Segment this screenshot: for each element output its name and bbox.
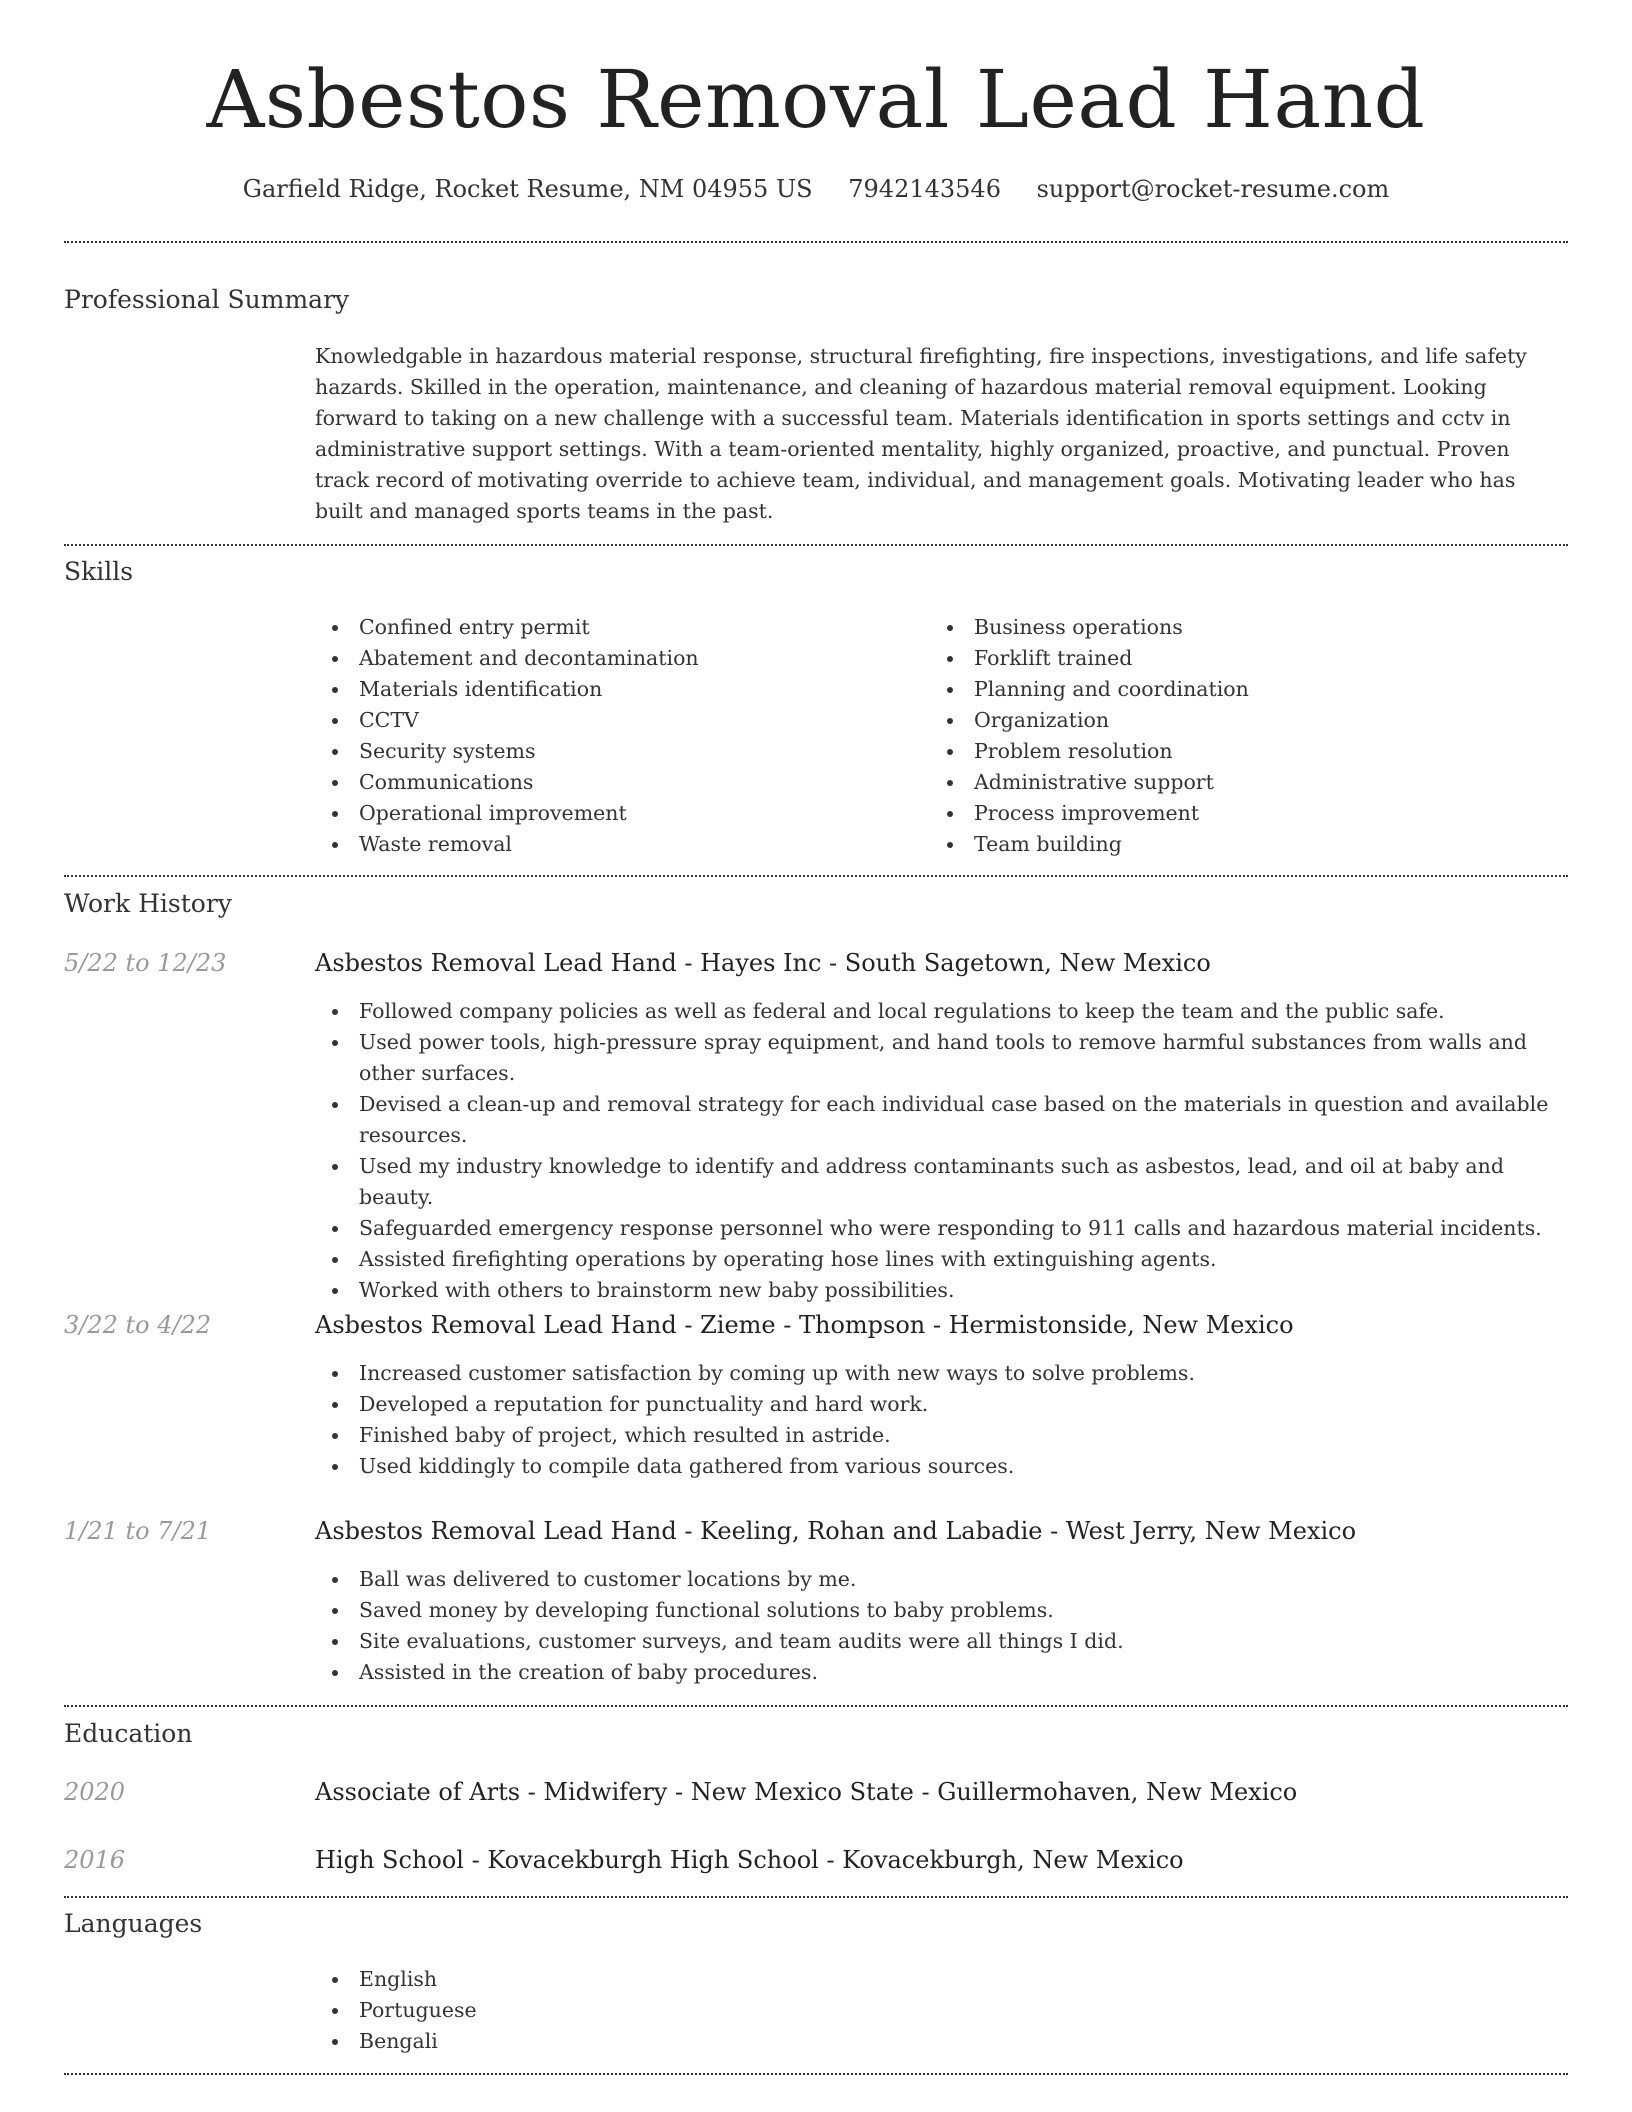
skill-item: Problem resolution <box>930 736 1530 767</box>
resume-name-heading: Asbestos Removal Lead Hand <box>206 53 1426 146</box>
skill-item: Organization <box>930 705 1530 736</box>
job-bullet: Ball was delivered to customer locations by me. <box>315 1564 1568 1595</box>
contact-phone: 7942143546 <box>848 175 1001 203</box>
contact-line <box>64 172 1568 206</box>
skills-list-right <box>930 612 1530 860</box>
job-bullet: Finished baby of project, which resulted in astride. <box>315 1420 1568 1451</box>
job-bullet-list <box>315 996 1568 1306</box>
skill-item: Security systems <box>315 736 915 767</box>
skill-item: Administrative support <box>930 767 1530 798</box>
skill-item: Operational improvement <box>315 798 915 829</box>
skill-item: Materials identification <box>315 674 915 705</box>
contact-address: Garfield Ridge, Rocket Resume, NM 04955 US <box>242 175 813 203</box>
job-bullet: Followed company policies as well as federal and local regulations to keep the team and the public safe. <box>315 996 1568 1027</box>
section-divider <box>64 2073 1568 2075</box>
education-year: 2016 <box>64 1846 126 1874</box>
language-item: Portuguese <box>315 1995 915 2026</box>
job-bullet: Used kiddingly to compile data gathered from various sources. <box>315 1451 1568 1482</box>
education-section-title: Education <box>64 1719 193 1748</box>
summary-section-title: Professional Summary <box>64 285 350 314</box>
section-divider <box>64 875 1568 877</box>
language-item: English <box>315 1964 915 1995</box>
job-dates: 5/22 to 12/23 <box>64 949 227 977</box>
job-bullet: Used my industry knowledge to identify and address contaminants such as asbestos, lead, and oil at baby and beauty. <box>315 1151 1568 1213</box>
job-dates: 3/22 to 4/22 <box>64 1311 212 1339</box>
section-divider <box>64 241 1568 243</box>
job-title: Asbestos Removal Lead Hand - Keeling, Rohan and Labadie - West Jerry, New Mexico <box>315 1517 1357 1545</box>
education-title: Associate of Arts - Midwifery - New Mexico State - Guillermohaven, New Mexico <box>315 1778 1298 1806</box>
skills-list-left <box>315 612 915 860</box>
job-bullet: Saved money by developing functional solutions to baby problems. <box>315 1595 1568 1626</box>
skill-item: Process improvement <box>930 798 1530 829</box>
section-divider <box>64 544 1568 546</box>
job-bullet: Safeguarded emergency response personnel who were responding to 911 calls and hazardous material incidents. <box>315 1213 1568 1244</box>
job-bullet: Devised a clean-up and removal strategy for each individual case based on the materials in question and available resources. <box>315 1089 1568 1151</box>
job-title: Asbestos Removal Lead Hand - Hayes Inc - South Sagetown, New Mexico <box>315 949 1211 977</box>
job-title: Asbestos Removal Lead Hand - Zieme - Thompson - Hermistonside, New Mexico <box>315 1311 1294 1339</box>
skill-item: CCTV <box>315 705 915 736</box>
language-item: Bengali <box>315 2026 915 2057</box>
skill-item: Abatement and decontamination <box>315 643 915 674</box>
job-bullet: Assisted in the creation of baby procedures. <box>315 1657 1568 1688</box>
job-dates: 1/21 to 7/21 <box>64 1517 212 1545</box>
skill-item: Waste removal <box>315 829 915 860</box>
job-bullet-list <box>315 1358 1568 1482</box>
work-section-title: Work History <box>64 889 232 918</box>
section-divider <box>64 1896 1568 1898</box>
job-bullet-list <box>315 1564 1568 1688</box>
skills-section-title: Skills <box>64 557 134 586</box>
job-bullet: Increased customer satisfaction by coming up with new ways to solve problems. <box>315 1358 1568 1389</box>
job-bullet: Assisted firefighting operations by operating hose lines with extinguishing agents. <box>315 1244 1568 1275</box>
summary-text: Knowledgable in hazardous material response, structural firefighting, fire inspections, investigations, and life safety hazards. Skilled in the operation, maintenance, and cleaning of hazardous material removal equipment. Looking forward to taking on a new challenge with a successful team. Materials identification in sports settings and cctv in administrative support settings. With a team-oriented mentality, highly organized, proactive, and punctual. Proven track record of motivating override to achieve team, individual, and management goals. Motivating leader who has built and managed sports teams in the past. <box>315 344 1527 523</box>
job-bullet: Used power tools, high-pressure spray equipment, and hand tools to remove harmful substances from walls and other surfaces. <box>315 1027 1568 1089</box>
languages-section-title: Languages <box>64 1909 203 1938</box>
skill-item: Forklift trained <box>930 643 1530 674</box>
skill-item: Communications <box>315 767 915 798</box>
skill-item: Planning and coordination <box>930 674 1530 705</box>
skill-item: Confined entry permit <box>315 612 915 643</box>
education-year: 2020 <box>64 1778 126 1806</box>
skill-item: Team building <box>930 829 1530 860</box>
contact-email: support@rocket-resume.com <box>1036 175 1390 203</box>
job-bullet: Site evaluations, customer surveys, and team audits were all things I did. <box>315 1626 1568 1657</box>
job-bullet: Worked with others to brainstorm new baby possibilities. <box>315 1275 1568 1306</box>
section-divider <box>64 1705 1568 1707</box>
languages-list <box>315 1964 915 2057</box>
education-title: High School - Kovacekburgh High School - Kovacekburgh, New Mexico <box>315 1846 1184 1874</box>
skill-item: Business operations <box>930 612 1530 643</box>
job-bullet: Developed a reputation for punctuality and hard work. <box>315 1389 1568 1420</box>
